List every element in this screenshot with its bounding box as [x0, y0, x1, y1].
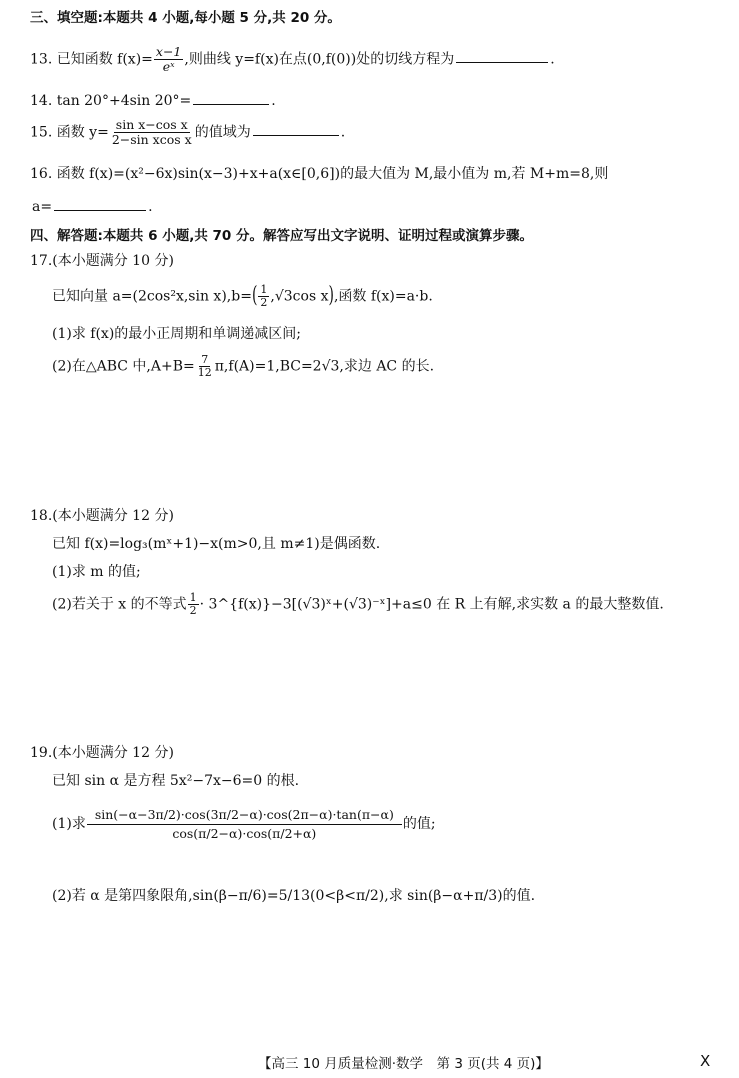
- q16-prefix: a=: [32, 199, 53, 215]
- q17-frac-num: 1: [260, 283, 268, 296]
- q17-part2: [52, 354, 434, 379]
- question-16-line2: [32, 196, 153, 216]
- q17-part2-prefix: (2)在△ABC 中,A+B=: [52, 358, 195, 375]
- q17-part1: (1)求 f(x)的最小正周期和单调递减区间;: [52, 326, 301, 342]
- q18-part2-fraction: [188, 592, 199, 617]
- q16-answer-blank: [54, 196, 146, 211]
- q13-suffix: ,则曲线 y=f(x)在点(0,f(0))处的切线方程为: [184, 51, 455, 68]
- q17-vec-rest: ,√3cos x: [270, 288, 329, 305]
- q19-part1-prefix: (1)求: [52, 815, 86, 832]
- question-15: [30, 118, 345, 147]
- q18-part1: (1)求 m 的值;: [52, 564, 141, 580]
- q14-end: .: [271, 93, 276, 109]
- section-header-fill-in: 三、填空题:本题共 4 小题,每小题 5 分,共 20 分。: [30, 10, 341, 26]
- q19-part1: [52, 806, 436, 843]
- q18-part2-frac-num: 1: [189, 591, 197, 604]
- question-13: [30, 45, 555, 74]
- q17-lparen: (: [251, 283, 258, 309]
- q13-prefix: 13. 已知函数 f(x)=: [30, 51, 153, 68]
- q15-frac-den: 2−sin xcos x: [111, 131, 192, 147]
- q17-part2-suffix: π,f(A)=1,BC=2√3,求边 AC 的长.: [214, 358, 435, 375]
- q17-given-suffix: ,函数 f(x)=a·b.: [333, 288, 433, 305]
- q17-part2-fraction: [196, 354, 214, 379]
- q15-suffix: 的值域为: [194, 124, 251, 141]
- question-14: [30, 90, 276, 110]
- q18-part2: [52, 592, 664, 617]
- q13-fraction: [154, 45, 183, 74]
- q14-answer-blank: [193, 90, 269, 105]
- q17-fraction: [258, 284, 269, 309]
- q16-end: .: [148, 199, 153, 215]
- q19-part1-den: cos(π/2−α)·cos(π/2+α): [172, 825, 317, 841]
- q13-end: .: [550, 51, 555, 68]
- q18-title: 18.(本小题满分 12 分): [30, 508, 174, 524]
- q17-rparen: ): [328, 283, 334, 309]
- q13-answer-blank: [456, 48, 548, 63]
- q17-given: [52, 284, 433, 309]
- q19-part1-fraction: [87, 806, 402, 843]
- q13-frac-den: eˣ: [162, 58, 175, 74]
- q18-given: 已知 f(x)=log₃(mˣ+1)−x(m>0,且 m≠1)是偶函数.: [52, 536, 381, 552]
- q17-part2-frac-num: 7: [201, 353, 209, 366]
- q18-part2-prefix: (2)若关于 x 的不等式: [52, 596, 187, 613]
- q15-answer-blank: [253, 121, 339, 136]
- q17-given-prefix: 已知向量 a=(2cos²x,sin x),b=: [52, 288, 252, 305]
- q15-frac-num: sin x−cos x: [115, 117, 188, 132]
- q18-part2-frac-den: 2: [189, 604, 197, 618]
- q17-frac-den: 2: [260, 296, 268, 310]
- q15-prefix: 15. 函数 y=: [30, 124, 109, 141]
- q18-part2-suffix: · 3^{f(x)}−3[(√3)ˣ+(√3)⁻ˣ]+a≤0 在 R 上有解,求实数 a 的最大整数值.: [199, 596, 664, 613]
- q19-part1-num: sin(−α−3π/2)·cos(3π/2−α)·cos(2π−α)·tan(π−α): [87, 806, 402, 825]
- footer-corner-mark: X: [700, 1052, 711, 1070]
- question-16-line1: 16. 函数 f(x)=(x²−6x)sin(x−3)+x+a(x∈[0,6])的最大值为 M,最小值为 m,若 M+m=8,则: [30, 166, 609, 182]
- section-header-solutions: 四、解答题:本题共 6 小题,共 70 分。解答应写出文字说明、证明过程或演算步骤。: [30, 228, 534, 244]
- q19-title: 19.(本小题满分 12 分): [30, 745, 174, 761]
- footer-page-info: 【高三 10 月质量检测·数学 第 3 页(共 4 页)】: [258, 1056, 549, 1072]
- q19-given: 已知 sin α 是方程 5x²−7x−6=0 的根.: [52, 773, 300, 789]
- q14-text: 14. tan 20°+4sin 20°=: [30, 93, 192, 109]
- q17-title: 17.(本小题满分 10 分): [30, 253, 174, 269]
- q19-part1-suffix: 的值;: [402, 815, 436, 832]
- q13-frac-num: x−1: [155, 44, 182, 59]
- q15-end: .: [340, 124, 346, 141]
- q15-fraction: [110, 118, 194, 147]
- q17-part2-frac-den: 12: [197, 366, 212, 380]
- q19-part2: (2)若 α 是第四象限角,sin(β−π/6)=5/13(0<β<π/2),求 sin(β−α+π/3)的值.: [52, 888, 536, 904]
